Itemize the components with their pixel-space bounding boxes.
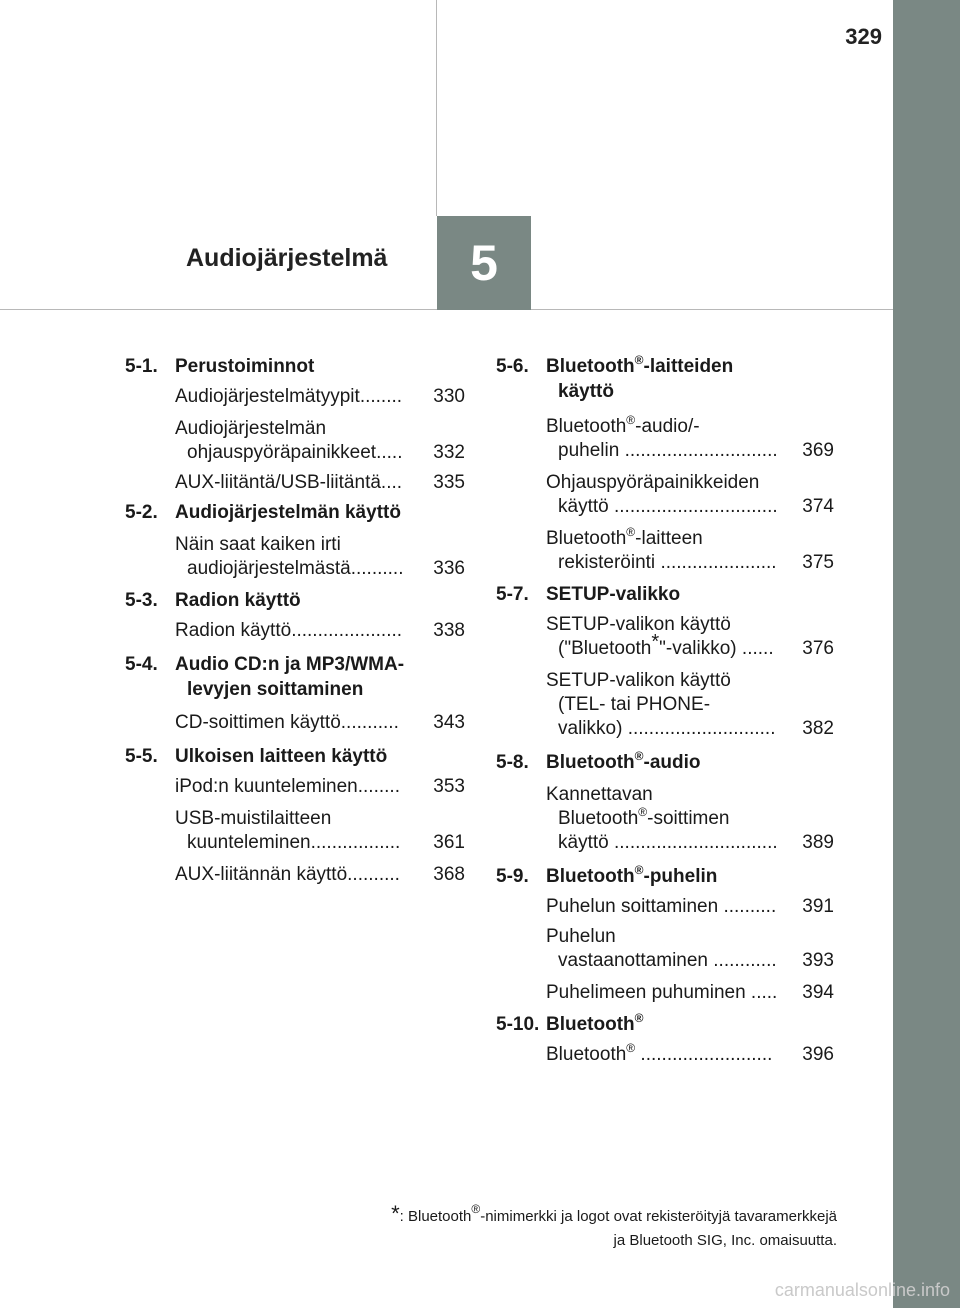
toc-entry[interactable]: Ohjauspyöräpainikkeiden käyttö ............................... 374 [546,472,834,517]
toc-entry[interactable]: SETUP-valikon käyttö ("Bluetooth*"-valikko) ...... 376 [546,614,834,659]
section-5-1: 5-1. Perustoiminnot [125,356,315,377]
toc-entry[interactable]: AUX-liitännän käyttö.......... 368 [175,864,465,885]
section-5-5: 5-5. Ulkoisen laitteen käyttö [125,746,388,767]
section-5-2: 5-2. Audiojärjestelmän käyttö [125,502,401,523]
chapter-side-bar [893,0,960,1308]
section-5-7: 5-7. SETUP-valikko [496,584,681,605]
page-number: 329 [845,24,882,49]
section-5-10: 5-10. Bluetooth® [496,1011,644,1035]
toc-entry[interactable]: Bluetooth® ......................... 396 [546,1041,834,1065]
toc-entry[interactable]: Audiojärjestelmätyypit........ 330 [175,386,465,407]
vertical-rule [436,0,437,216]
toc-entry[interactable]: iPod:n kuunteleminen........ 353 [175,776,465,797]
toc-entry[interactable]: Radion käyttö..................... 338 [175,620,465,641]
watermark: carmanualsonline.info [774,1280,950,1300]
toc-entry[interactable]: Bluetooth®-laitteen rekisteröinti ...................... 375 [546,525,834,573]
toc-entry[interactable]: Puhelimeen puhuminen ..... 394 [546,982,834,1003]
toc-entry[interactable]: AUX-liitäntä/USB-liitäntä.... 335 [175,472,465,493]
chapter-number-box [437,216,531,310]
section-5-6: 5-6. Bluetooth®-laitteiden käyttö [496,353,734,402]
footnote: *: Bluetooth®-nimimerkki ja logot ovat rekisteröityjä tavaramerkkejä ja Bluetooth SIG, Inc. omaisuutta. [391,1201,837,1249]
section-5-9: 5-9. Bluetooth®-puhelin [496,863,718,887]
chapter-title: Audiojärjestelmä [186,244,388,272]
toc-entry[interactable]: Puhelun vastaanottaminen ............ 393 [546,926,834,971]
toc-left-column [125,356,465,894]
section-5-4: 5-4. Audio CD:n ja MP3/WMA- levyjen soittaminen [125,654,405,700]
toc-entry[interactable]: Kannettavan Bluetooth®-soittimen käyttö ............................... 389 [546,784,834,853]
toc-entry[interactable]: CD-soittimen käyttö........... 343 [175,712,465,733]
toc-entry[interactable]: Bluetooth®-audio/- puhelin ............................. 369 [546,413,834,461]
section-5-8: 5-8. Bluetooth®-audio [496,749,701,773]
section-5-3: 5-3. Radion käyttö [125,590,301,611]
toc-entry[interactable]: Näin saat kaiken irti audiojärjestelmästä.......... 336 [175,534,465,579]
chapter-number: 5 [470,235,498,291]
toc-entry[interactable]: Audiojärjestelmän ohjauspyöräpainikkeet..... 332 [175,418,465,463]
toc-right-column [496,353,834,1074]
toc-entry[interactable]: Puhelun soittaminen .......... 391 [546,896,834,917]
toc-entry[interactable]: USB-muistilaitteen kuunteleminen................. 361 [175,808,465,853]
toc-entry[interactable]: SETUP-valikon käyttö (TEL- tai PHONE- valikko) ............................ 382 [546,670,834,739]
